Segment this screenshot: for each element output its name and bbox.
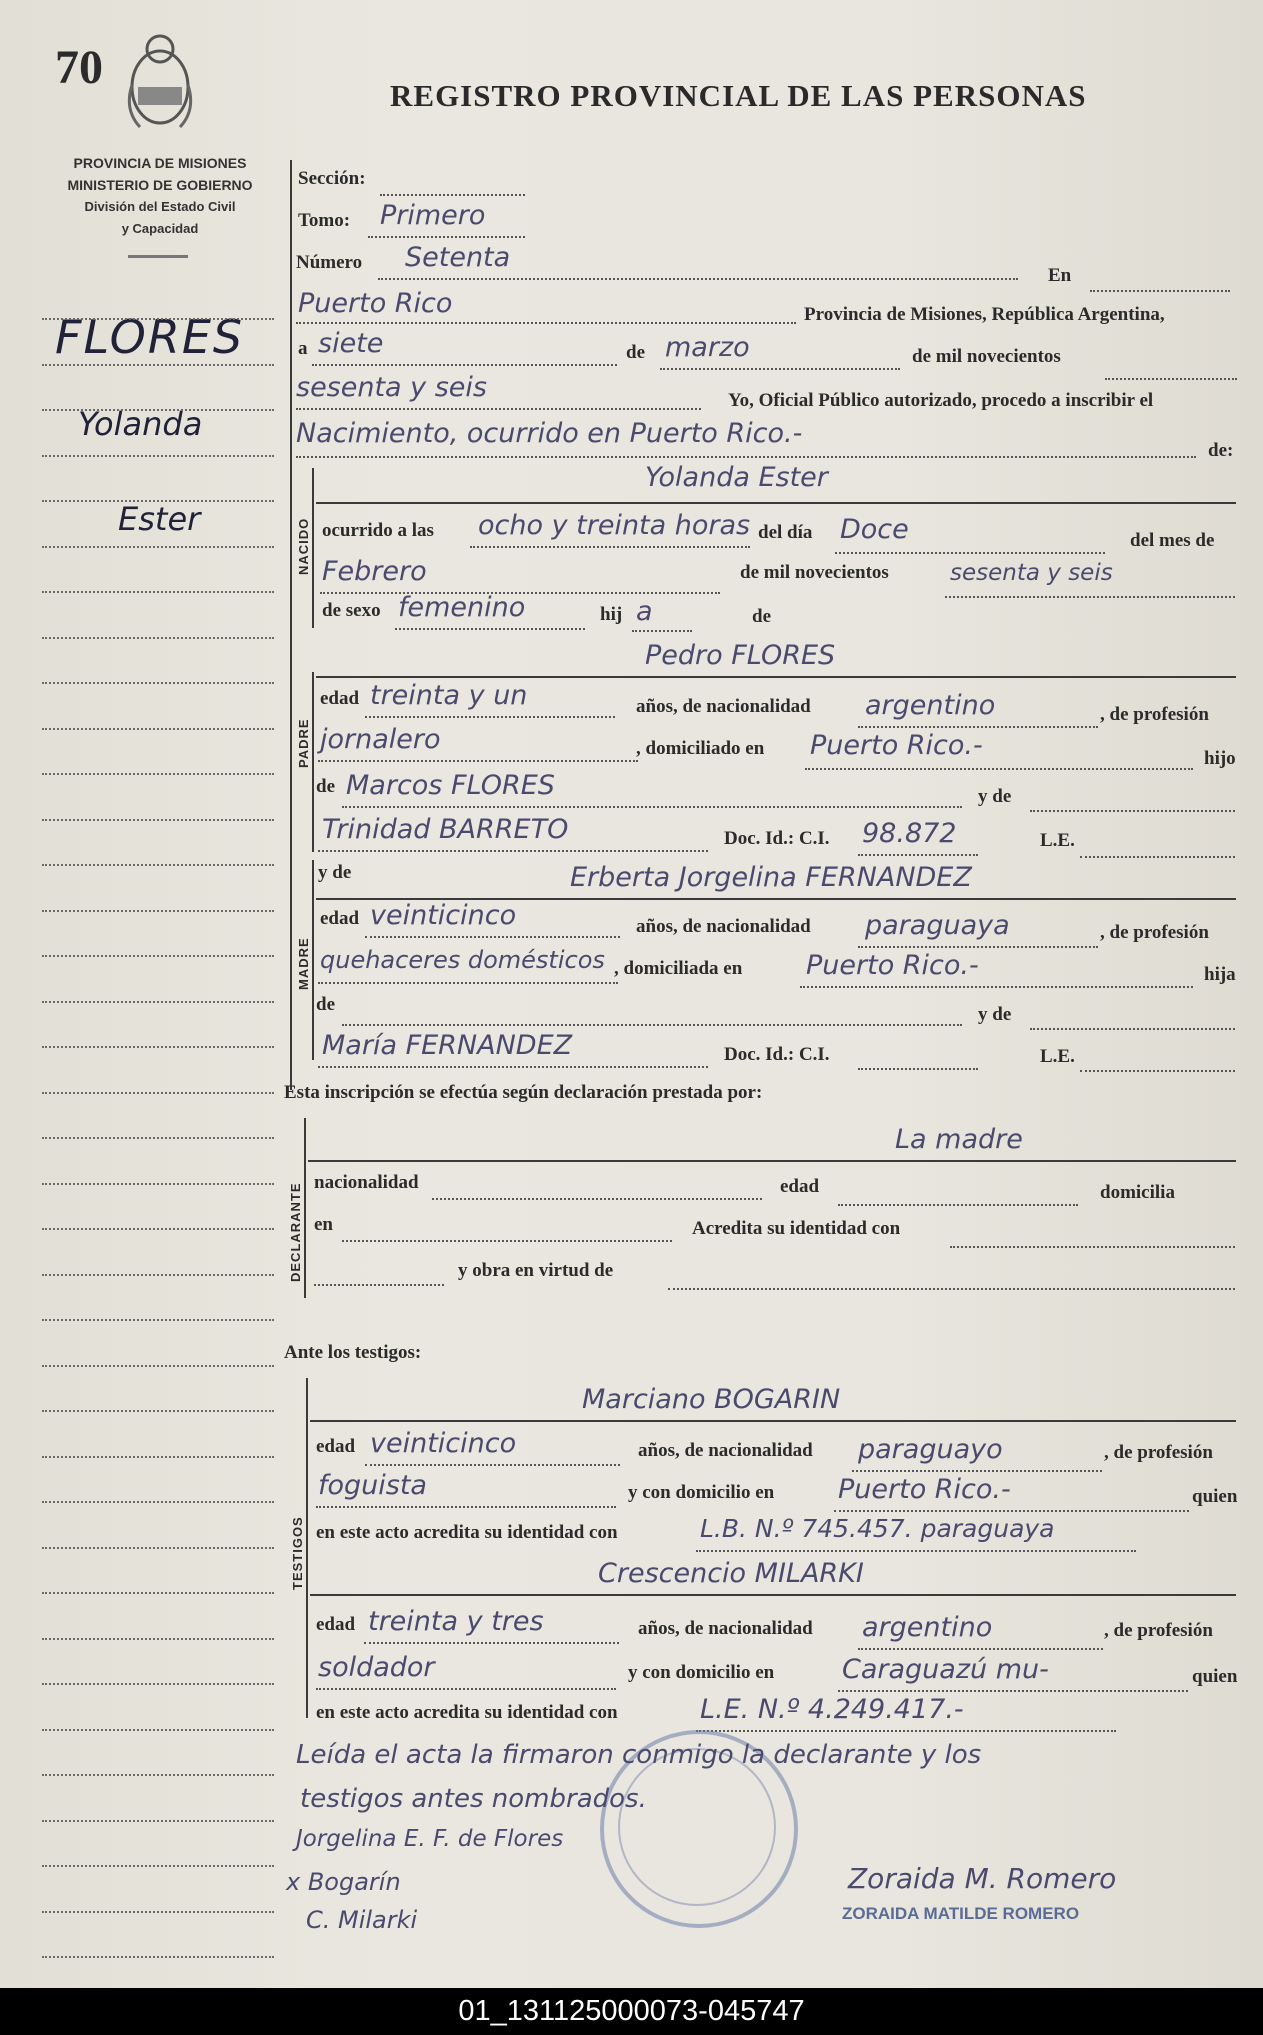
label-del-dia: del día (758, 522, 813, 543)
value-t2-prof: soldador (318, 1652, 435, 1683)
margin-ruling-line (42, 910, 274, 912)
padre-dom-line (805, 768, 1193, 770)
madre-ci-line (858, 1068, 978, 1070)
label-padre-edad: edad (320, 688, 360, 709)
value-hij-suffix: a (636, 596, 653, 627)
margin-ruling-line (42, 591, 274, 593)
label-t2-dom: y con domicilio en (628, 1662, 775, 1683)
label-de-mil-2: de mil novecientos (740, 562, 889, 583)
padre-le-line (1080, 856, 1235, 858)
testigos-bracket (306, 1378, 308, 1718)
label-yo-oficial: Yo, Oficial Público autorizado, procedo a inscribir el (728, 390, 1154, 411)
label-provincia: Provincia de Misiones, República Argentina, (804, 304, 1165, 325)
coat-of-arms-icon (120, 25, 200, 140)
value-t2-dom: Caraguazú mu- (842, 1654, 1049, 1685)
sexo-line (395, 628, 585, 630)
t1-dom-line (834, 1510, 1189, 1512)
decl-obra-line (668, 1288, 1235, 1290)
value-hora: ocho y treinta horas (478, 510, 751, 541)
margin-ruling-line (42, 637, 274, 639)
tomo-line (368, 236, 525, 238)
declarante-name-line (308, 1160, 1236, 1162)
label-padre-profesion: , de profesión (1100, 704, 1209, 725)
mil-line (1105, 378, 1237, 380)
header-line-4: y Capacidad (121, 221, 199, 236)
margin-ruling-line (42, 1046, 274, 1048)
margin-ruling-line (42, 955, 274, 957)
madre-edad-line (365, 936, 620, 938)
mes-line (660, 368, 900, 370)
value-padre-nac: argentino (865, 690, 996, 721)
label-t1-dom: y con domicilio en (628, 1482, 775, 1503)
value-t2-nac: argentino (862, 1612, 993, 1643)
t1-doc-line (696, 1550, 1136, 1552)
margin-ruling-line (42, 1274, 274, 1276)
label-padre-de: de (316, 776, 335, 797)
value-t1-prof: foguista (318, 1470, 427, 1501)
margin-second-name: Ester (118, 500, 201, 538)
label-de-mes: de (626, 342, 645, 363)
margin-ruling-line (42, 1319, 274, 1321)
label-decl-edad: edad (780, 1176, 820, 1197)
madre-le-line (1080, 1070, 1235, 1072)
numero-line (378, 278, 1018, 280)
header-divider (128, 255, 188, 258)
header-line-1: PROVINCIA DE MISIONES (73, 155, 247, 171)
label-madre-de: de (316, 994, 335, 1015)
margin-ruling-line (42, 455, 274, 457)
form-left-rule (290, 160, 292, 1090)
madre-padre-line (342, 1024, 962, 1026)
value-numero: Setenta (405, 242, 511, 273)
value-dia-nac: Doce (840, 514, 909, 545)
value-t1-dom: Puerto Rico.- (838, 1474, 1011, 1505)
margin-ruling-line (42, 1911, 274, 1913)
margin-ruling-line (42, 1410, 274, 1412)
label-en: En (1048, 265, 1072, 286)
seccion-line (380, 194, 525, 196)
anio-line (296, 408, 701, 410)
margin-ruling-line (42, 318, 274, 320)
margin-ruling-line (42, 1865, 274, 1867)
value-mes: marzo (665, 332, 750, 363)
label-t1-edad: edad (316, 1436, 356, 1457)
value-cierre-2: testigos antes nombrados. (300, 1784, 647, 1814)
t2-prof-line (316, 1688, 616, 1690)
decl-edad-line (838, 1204, 1078, 1206)
margin-surname: FLORES (55, 310, 245, 364)
margin-ruling-line (42, 409, 274, 411)
margin-ruling-line (42, 1183, 274, 1185)
value-padre-nombre: Pedro FLORES (645, 640, 836, 671)
label-domiciliado: , domiciliado en (636, 738, 765, 759)
value-madre-madre: María FERNANDEZ (322, 1030, 573, 1061)
value-t1-edad: veinticinco (370, 1428, 517, 1459)
label-t2-en-este: en este acto acredita su identidad con (316, 1702, 618, 1723)
label-hija: hija (1204, 964, 1236, 985)
label-t2-edad: edad (316, 1614, 356, 1635)
side-label-padre: PADRE (296, 718, 311, 768)
t1-edad-line (365, 1464, 620, 1466)
label-ante: Ante los testigos: (284, 1342, 422, 1363)
label-acredita: Acredita su identidad con (692, 1218, 901, 1239)
t2-edad-line (364, 1642, 619, 1644)
image-id-footer: 01_131125000073-045747 (0, 1988, 1263, 2035)
folio-number: 70 (55, 41, 103, 94)
padre-padre-line (342, 806, 962, 808)
margin-ruling-line (42, 1228, 274, 1230)
madre-prof-line (318, 982, 618, 984)
t2-name-line (310, 1594, 1236, 1596)
value-lugar: Puerto Rico (298, 288, 453, 319)
margin-ruling-line (42, 364, 274, 366)
t1-name-line (310, 1420, 1236, 1422)
margin-ruling-line (42, 682, 274, 684)
dia-nac-line (835, 552, 1105, 554)
hora-line (470, 546, 750, 548)
label-madre-le: L.E. (1040, 1046, 1075, 1067)
margin-ruling-line (42, 728, 274, 730)
value-sexo: femenino (398, 592, 526, 623)
label-de-sexo: de sexo (322, 600, 381, 621)
header-line-2: MINISTERIO DE GOBIERNO (67, 177, 253, 193)
value-padre-prof: jornalero (320, 724, 441, 755)
padre-y-de-line (1030, 810, 1235, 812)
value-padre-ci: 98.872 (862, 818, 957, 849)
margin-ruling-line (42, 1638, 274, 1640)
madre-y-de-line (1030, 1028, 1235, 1030)
value-anio: sesenta y seis (296, 372, 487, 403)
label-de-colon: de: (1208, 440, 1234, 461)
label-padre-anos-nac: años, de nacionalidad (636, 696, 811, 717)
signature-testigo-1: x Bogarín (286, 1868, 401, 1896)
value-madre-nac: paraguaya (865, 910, 1010, 941)
margin-ruling-line (42, 1592, 274, 1594)
decl-acredita-line (950, 1246, 1235, 1248)
value-padre-dom: Puerto Rico.- (810, 730, 983, 761)
side-label-testigos: TESTIGOS (290, 1516, 305, 1590)
margin-ruling-line (42, 819, 274, 821)
value-padre-edad: treinta y un (370, 680, 528, 711)
label-tomo: Tomo: (298, 210, 351, 231)
label-madre-y-de-2: y de (978, 1004, 1012, 1025)
margin-first-name: Yolanda (78, 405, 203, 443)
madre-dom-line (800, 986, 1193, 988)
page-title: REGISTRO PROVINCIAL DE LAS PERSONAS (390, 78, 1087, 113)
margin-ruling-line (42, 1001, 274, 1003)
label-padre-le: L.E. (1040, 830, 1075, 851)
value-t2-doc: L.E. N.º 4.249.417.- (700, 1694, 964, 1725)
label-decl-en: en (314, 1214, 333, 1235)
label-hij: hij (600, 604, 623, 625)
nacido-bracket (312, 468, 314, 628)
value-tomo: Primero (380, 200, 486, 231)
dia-line (312, 364, 617, 366)
label-nacionalidad: nacionalidad (314, 1172, 419, 1193)
label-numero: Número (296, 252, 363, 273)
value-t1-nac: paraguayo (858, 1434, 1003, 1465)
value-t2-nombre: Crescencio MILARKI (598, 1558, 864, 1589)
value-cierre-1: Leída el acta la firmaron conmigo la declarante y los (296, 1740, 982, 1770)
value-hecho: Nacimiento, ocurrido en Puerto Rico.- (296, 418, 803, 449)
t1-nac-line (852, 1470, 1102, 1472)
hij-line (632, 630, 692, 632)
margin-ruling-line (42, 546, 274, 548)
margin-ruling-line (42, 1092, 274, 1094)
label-madre-y-de: y de (318, 862, 352, 883)
label-de-2: de (752, 606, 771, 627)
value-madre-prof: quehaceres domésticos (320, 946, 605, 974)
side-label-declarante: DECLARANTE (288, 1182, 303, 1282)
margin-ruling-line (42, 1365, 274, 1367)
value-madre-nombre: Erberta Jorgelina FERNANDEZ (570, 862, 972, 893)
label-madre-edad: edad (320, 908, 360, 929)
official-stamp-inner (618, 1748, 776, 1906)
value-madre-dom: Puerto Rico.- (806, 950, 979, 981)
decl-blank-line (314, 1284, 444, 1286)
declarante-bracket (304, 1118, 306, 1298)
label-madre-anos-nac: años, de nacionalidad (636, 916, 811, 937)
t2-nac-line (858, 1648, 1103, 1650)
label-de-mil: de mil novecientos (912, 346, 1061, 367)
side-label-nacido: NACIDO (296, 517, 311, 575)
label-madre-doc: Doc. Id.: C.I. (724, 1044, 830, 1065)
t2-dom-line (838, 1690, 1188, 1692)
label-ocurrido: ocurrido a las (322, 520, 434, 541)
madre-madre-line (318, 1066, 708, 1068)
margin-ruling-line (42, 1820, 274, 1822)
signature-testigo-2: C. Milarki (306, 1906, 418, 1934)
label-t1-quien: quien (1192, 1486, 1238, 1507)
decl-en-line (342, 1240, 672, 1242)
margin-ruling-line (42, 1683, 274, 1685)
t2-doc-line (696, 1730, 1116, 1732)
nacido-name-line (316, 502, 1236, 504)
padre-prof-line (318, 760, 638, 762)
header-left (42, 152, 278, 240)
padre-madre-line (318, 850, 708, 852)
padre-nac-line (858, 726, 1098, 728)
margin-ruling-line (42, 773, 274, 775)
value-declarante: La madre (895, 1124, 1023, 1155)
hecho-line (296, 456, 1196, 458)
margin-ruling-line (42, 1501, 274, 1503)
label-domicilia: domicilia (1100, 1182, 1175, 1203)
madre-nac-line (858, 946, 1098, 948)
margin-ruling-line (42, 1137, 274, 1139)
label-t1-en-este: en este acto acredita su identidad con (316, 1522, 618, 1543)
t1-prof-line (316, 1506, 616, 1508)
padre-bracket (312, 672, 314, 852)
label-t2-quien: quien (1192, 1666, 1238, 1687)
madre-bracket (312, 860, 314, 1060)
label-madre-profesion: , de profesión (1100, 922, 1209, 943)
padre-ci-line (858, 854, 978, 856)
label-domiciliada: , domiciliada en (614, 958, 743, 979)
value-mes-nac: Febrero (322, 556, 427, 587)
value-padre-padre: Marcos FLORES (346, 770, 555, 801)
label-del-mes: del mes de (1130, 530, 1215, 551)
value-nacido-nombre: Yolanda Ester (645, 462, 828, 493)
margin-ruling-line (42, 1547, 274, 1549)
margin-ruling-line (42, 1456, 274, 1458)
lugar-line (296, 322, 796, 324)
side-label-madre: MADRE (296, 937, 311, 990)
value-anio-nac: sesenta y seis (950, 560, 1113, 586)
value-t2-edad: treinta y tres (368, 1606, 544, 1637)
label-t2-anos-nac: años, de nacionalidad (638, 1618, 813, 1639)
anio-nac-line (945, 596, 1235, 598)
label-t2-profesion: , de profesión (1104, 1620, 1213, 1641)
oficial-stamp-text: ZORAIDA MATILDE ROMERO (842, 1904, 1080, 1923)
label-t1-profesion: , de profesión (1104, 1442, 1213, 1463)
en-line (1090, 290, 1230, 292)
value-t1-doc: L.B. N.º 745.457. paraguaya (700, 1514, 1055, 1543)
label-hijo: hijo (1204, 748, 1236, 769)
value-t1-nombre: Marciano BOGARIN (582, 1384, 841, 1415)
signature-oficial: Zoraida M. Romero (848, 1862, 1117, 1895)
label-t1-anos-nac: años, de nacionalidad (638, 1440, 813, 1461)
decl-nac-line (432, 1198, 762, 1200)
label-obra: y obra en virtud de (458, 1260, 614, 1281)
value-padre-madre: Trinidad BARRETO (322, 814, 569, 845)
margin-ruling-line (42, 1956, 274, 1958)
label-a: a (298, 338, 308, 359)
padre-name-line (316, 676, 1236, 678)
margin-ruling-line (42, 1729, 274, 1731)
margin-ruling-line (42, 1774, 274, 1776)
label-padre-y-de: y de (978, 786, 1012, 807)
label-seccion: Sección: (298, 168, 366, 189)
margin-ruling-line (42, 864, 274, 866)
padre-edad-line (365, 716, 615, 718)
value-dia: siete (318, 328, 384, 359)
label-padre-doc: Doc. Id.: C.I. (724, 828, 830, 849)
margin-ruling-line (42, 500, 274, 502)
value-madre-edad: veinticinco (370, 900, 517, 931)
header-line-3: División del Estado Civil (84, 199, 236, 214)
label-declaracion: Esta inscripción se efectúa según declaración prestada por: (284, 1082, 763, 1103)
signature-declarante: Jorgelina E. F. de Flores (296, 1826, 564, 1852)
